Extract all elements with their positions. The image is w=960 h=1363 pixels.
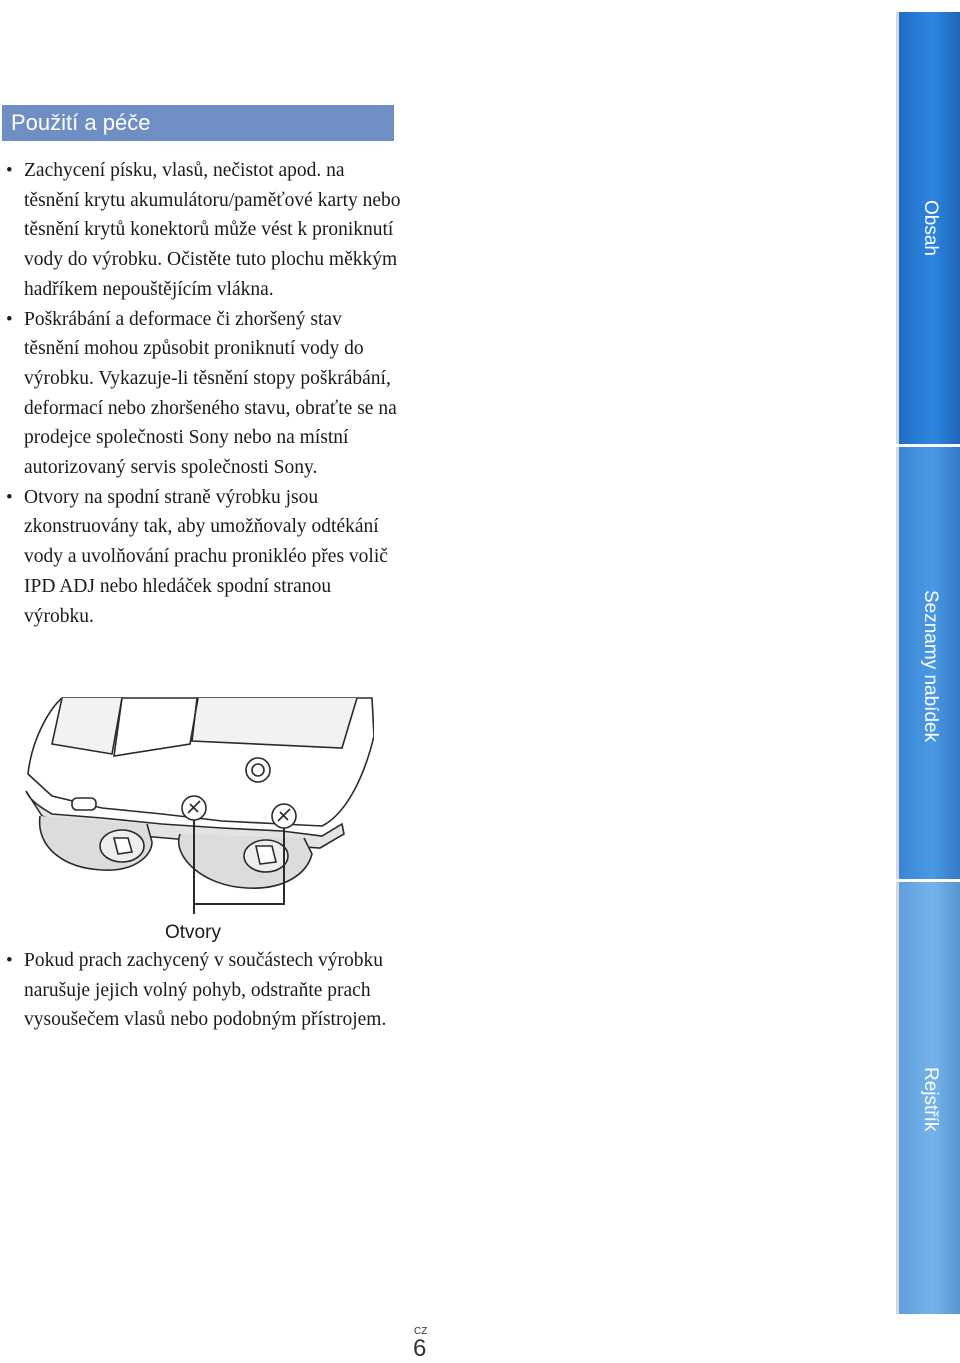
list-item: [6, 156, 401, 305]
page-language: CZ: [414, 1326, 428, 1337]
tab-index[interactable]: [896, 882, 960, 1314]
bullet-icon: •: [6, 308, 13, 330]
list-item-text: Pokud prach zachycený v součástech výrobku narušuje jejich volný pohyb, odstraňte prach vysoušečem vlasů nebo podobným přístrojem.: [24, 950, 387, 1031]
list-item: [6, 305, 401, 483]
bullet-icon: •: [6, 486, 13, 508]
tab-contents[interactable]: [896, 12, 960, 444]
list-item-text: Zachycení písku, vlasů, nečistot apod. na těsnění krytu akumulátoru/paměťové karty nebo těsnění krytů konektorů může vést k proniknutí vody do výrobku. Očistěte tuto plochu měkkým hadříkem nepouštějícím vlákna.: [24, 160, 401, 300]
bullet-list-top: [6, 156, 401, 631]
list-item: [6, 483, 401, 632]
tab-label: Rejstřík: [920, 1067, 941, 1132]
tab-label: Seznamy nabídek: [920, 590, 941, 743]
bullet-list-bottom: [6, 946, 401, 1035]
list-item-text: Otvory na spodní straně výrobku jsou zkonstruovány tak, aby umožňovaly odtékání vody a uvolňování prachu pronikléo přes volič IPD ADJ nebo hledáček spodní stranou výrobku.: [24, 486, 388, 627]
list-item-text: Poškrábání a deformace či zhoršený stav těsnění mohou způsobit proniknutí vody do výrobku. Vykazuje-li těsnění stopy poškrábání, deformací nebo zhoršeného stavu, obraťte se na prodejce společnosti Sony nebo na místní autorizovaný servis společnosti Sony.: [24, 308, 397, 479]
list-item: [6, 946, 401, 1035]
bullet-icon: •: [6, 950, 13, 971]
page-number: 6: [413, 1335, 427, 1362]
figure-caption: Otvory: [165, 922, 221, 943]
tab-menu-lists[interactable]: [896, 447, 960, 879]
tab-label: Obsah: [920, 200, 941, 256]
product-underside-illustration: [22, 696, 374, 918]
bullet-icon: •: [6, 160, 13, 181]
section-title: Použití a péče: [11, 110, 151, 135]
section-header: [2, 105, 394, 141]
